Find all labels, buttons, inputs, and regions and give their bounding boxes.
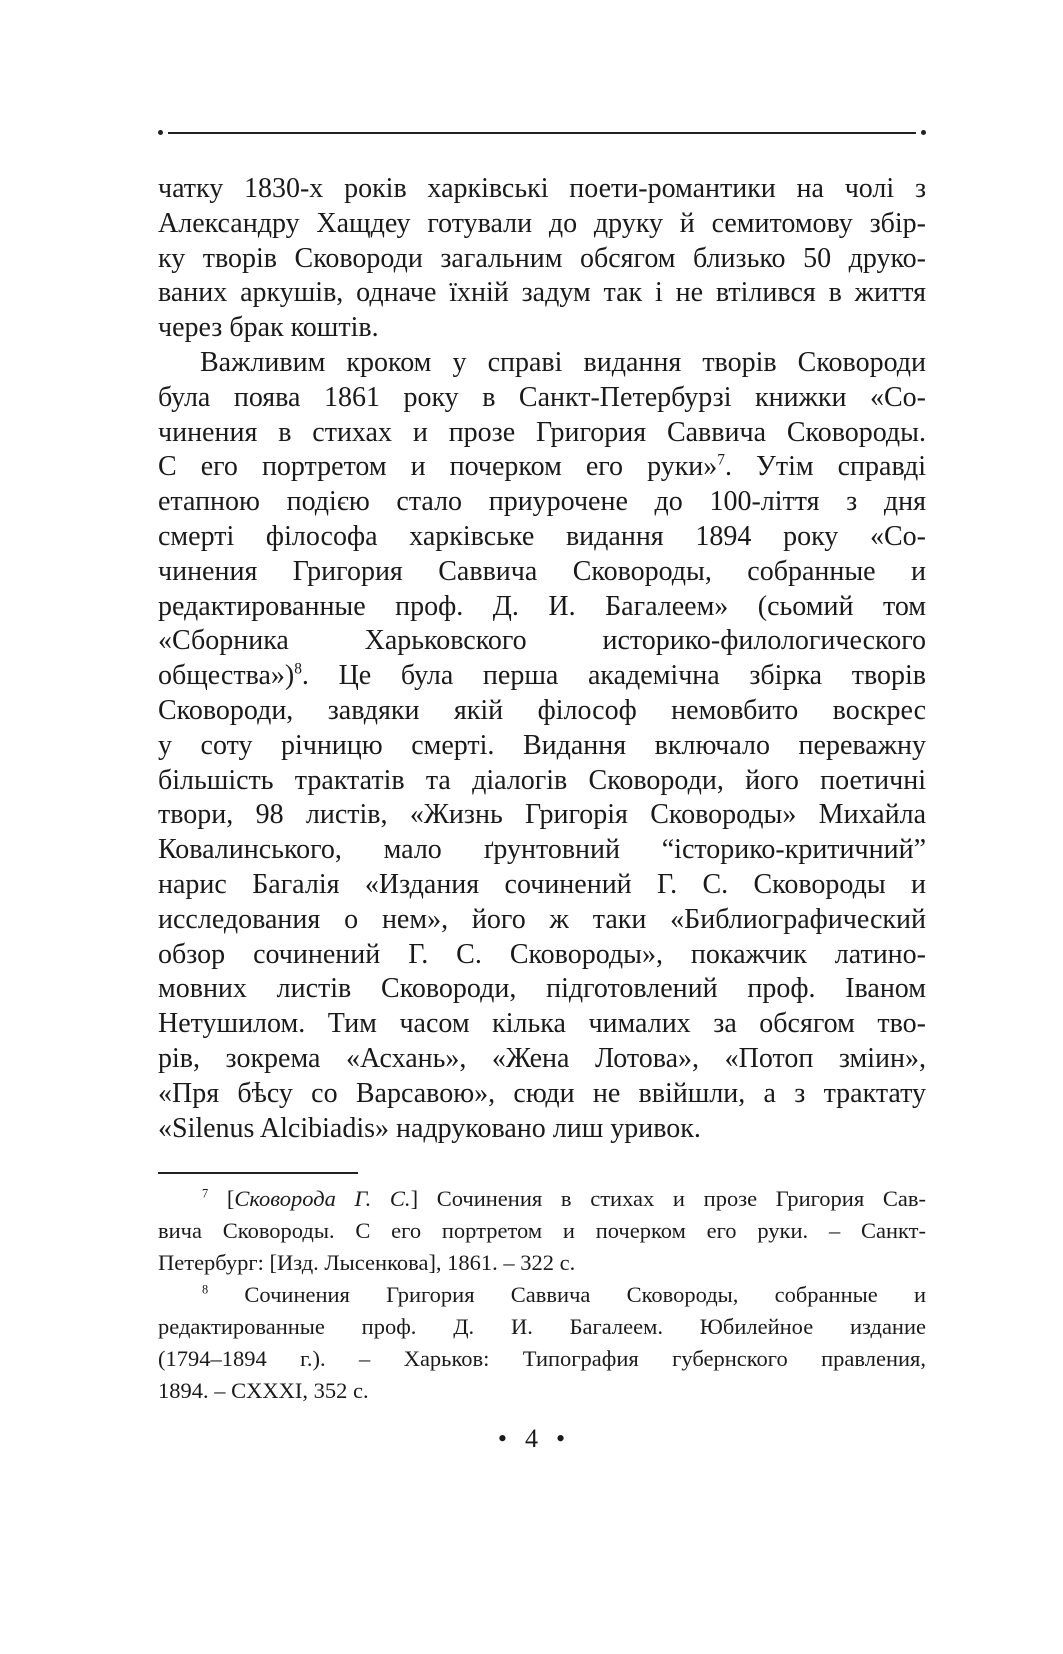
- text-line: [158, 1183, 926, 1215]
- text-line: [158, 520, 926, 555]
- text-line: [158, 416, 926, 451]
- body-text: [158, 172, 926, 1146]
- text-segment: . Утім справді: [725, 451, 927, 483]
- text-line: [158, 1343, 926, 1375]
- footnote-ref: 7: [202, 1186, 209, 1201]
- footnote-ref: 7: [717, 452, 725, 470]
- text-segment: «Сборника Харьковского историко-филологического: [158, 625, 926, 657]
- text-segment: редактированные проф. Д. И. Багалеем» (сьомий том: [158, 590, 926, 622]
- page-footer: [0, 1424, 1063, 1454]
- text-segment: ваних аркушів, одначе їхній задум так і не втілився в життя: [158, 277, 926, 309]
- text-segment: чинения в стихах и прозе Григория Саввича Сковороды.: [158, 416, 926, 448]
- text-line: [158, 172, 926, 207]
- text-segment: Важливим кроком у справі видання творів Сковороди: [200, 346, 926, 378]
- text-line: [158, 555, 926, 590]
- text-line: [158, 1279, 926, 1311]
- text-line: [158, 276, 926, 311]
- text-segment: «Silenus Alcibiadis» надруковано лиш уривок.: [158, 1112, 701, 1144]
- bullet-right: •: [556, 1424, 566, 1453]
- footnote: [158, 1279, 926, 1407]
- text-segment: ] Сочинения в стихах и прозе Григория Сав-: [410, 1186, 926, 1211]
- text-line: [158, 1215, 926, 1247]
- text-segment: чатку 1830-х років харківські поети-романтики на чолі з: [158, 173, 926, 204]
- text-segment: рів, зокрема «Асхань», «Жена Лотова», «Потоп зміин»,: [158, 1042, 926, 1074]
- text-line: [158, 1112, 926, 1147]
- header-rule: [158, 132, 926, 134]
- text-segment: редактированные проф. Д. И. Багалеем. Юбилейное издание: [158, 1314, 926, 1339]
- text-line: [158, 624, 926, 659]
- text-segment: чинения Григория Саввича Сковороды, собранные и: [158, 555, 926, 587]
- text-segment: (1794–1894 г.). – Харьков: Типография губернского правления,: [158, 1346, 926, 1371]
- text-segment: Петербург: [Изд. Лысенкова], 1861. – 322 с.: [158, 1250, 576, 1275]
- text-line: [158, 450, 926, 485]
- page-number: 4: [525, 1424, 538, 1453]
- text-segment: [: [208, 1186, 235, 1211]
- text-segment: «Пря бѣсу со Варсавою», сюди не ввійшли, а з трактату: [158, 1077, 926, 1109]
- text-line: [158, 1375, 926, 1407]
- text-segment: общества»): [158, 660, 295, 692]
- text-line: [158, 694, 926, 729]
- text-segment: Александру Хащдеу готували до друку й семитомову збір-: [158, 207, 926, 239]
- footnote-ref: 8: [202, 1282, 209, 1297]
- paragraph: [158, 172, 926, 346]
- text-line: [158, 311, 926, 346]
- text-segment: Сковорода Г. С.: [234, 1186, 411, 1211]
- text-segment: исследования о нем», його ж таки «Библиографический: [158, 903, 926, 935]
- text-segment: Ковалинського, мало ґрунтовний “історико-критичний”: [158, 834, 926, 866]
- text-line: [158, 207, 926, 242]
- text-segment: 1894. – CXXXI, 352 с.: [158, 1378, 369, 1403]
- text-segment: була поява 1861 року в Санкт-Петербурзі книжки «Со-: [158, 381, 926, 413]
- text-line: [158, 1311, 926, 1343]
- text-line: [158, 485, 926, 520]
- text-line: [158, 659, 926, 694]
- text-segment: обзор сочинений Г. С. Сковороды», покажчик латино-: [158, 938, 926, 970]
- text-segment: твори, 98 листів, «Жизнь Григорія Сковороды» Михайла: [158, 799, 926, 831]
- text-line: [158, 381, 926, 416]
- footnote-ref: 8: [294, 660, 302, 678]
- text-segment: вича Сковороды. С его портретом и почерком его руки. – Санкт-: [158, 1218, 926, 1243]
- text-segment: мовних листів Сковороди, підготовлений проф. Іваном: [158, 973, 926, 1005]
- text-segment: нарис Багалія «Издания сочинений Г. С. Сковороды и: [158, 868, 926, 900]
- text-segment: етапною подією стало приурочене до 100-ліття з дня: [158, 486, 926, 518]
- text-line: [158, 764, 926, 799]
- bullet-left: •: [497, 1424, 507, 1453]
- header-rule-dot-left: [158, 130, 163, 135]
- header-rule-line: [168, 132, 916, 134]
- text-segment: через брак коштів.: [158, 312, 379, 344]
- text-segment: смерті філософа харківське видання 1894 року «Со-: [158, 520, 926, 552]
- text-line: [158, 938, 926, 973]
- text-segment: Нетушилом. Тим часом кілька чималих за обсягом тво-: [158, 1008, 926, 1040]
- text-line: [158, 868, 926, 903]
- text-line: [158, 346, 926, 381]
- text-line: [158, 590, 926, 625]
- text-segment: ку творів Сковороди загальним обсягом близько 50 друко-: [158, 242, 926, 274]
- text-segment: . Це була перша академічна збірка творів: [301, 660, 926, 692]
- text-segment: Сковороди, завдяки якій філософ немовбито воскрес: [158, 694, 926, 726]
- text-line: [158, 1042, 926, 1077]
- text-line: [158, 903, 926, 938]
- text-segment: більшість трактатів та діалогів Сковороди, його поетичні: [158, 764, 926, 796]
- text-line: [158, 798, 926, 833]
- text-segment: С его портретом и почерком его руки»: [158, 451, 718, 483]
- footnote-separator: [158, 1172, 358, 1174]
- text-line: [158, 972, 926, 1007]
- header-rule-dot-right: [921, 130, 926, 135]
- text-line: [158, 1007, 926, 1042]
- text-line: [158, 833, 926, 868]
- text-line: [158, 242, 926, 277]
- text-line: [158, 729, 926, 764]
- text-segment: Сочинения Григория Саввича Сковороды, собранные и: [208, 1282, 926, 1307]
- footnotes: [158, 1183, 926, 1407]
- footnote: [158, 1183, 926, 1279]
- text-line: [158, 1247, 926, 1279]
- text-line: [158, 1077, 926, 1112]
- text-segment: у соту річницю смерті. Видання включало переважну: [158, 729, 926, 761]
- paragraph: [158, 346, 926, 1146]
